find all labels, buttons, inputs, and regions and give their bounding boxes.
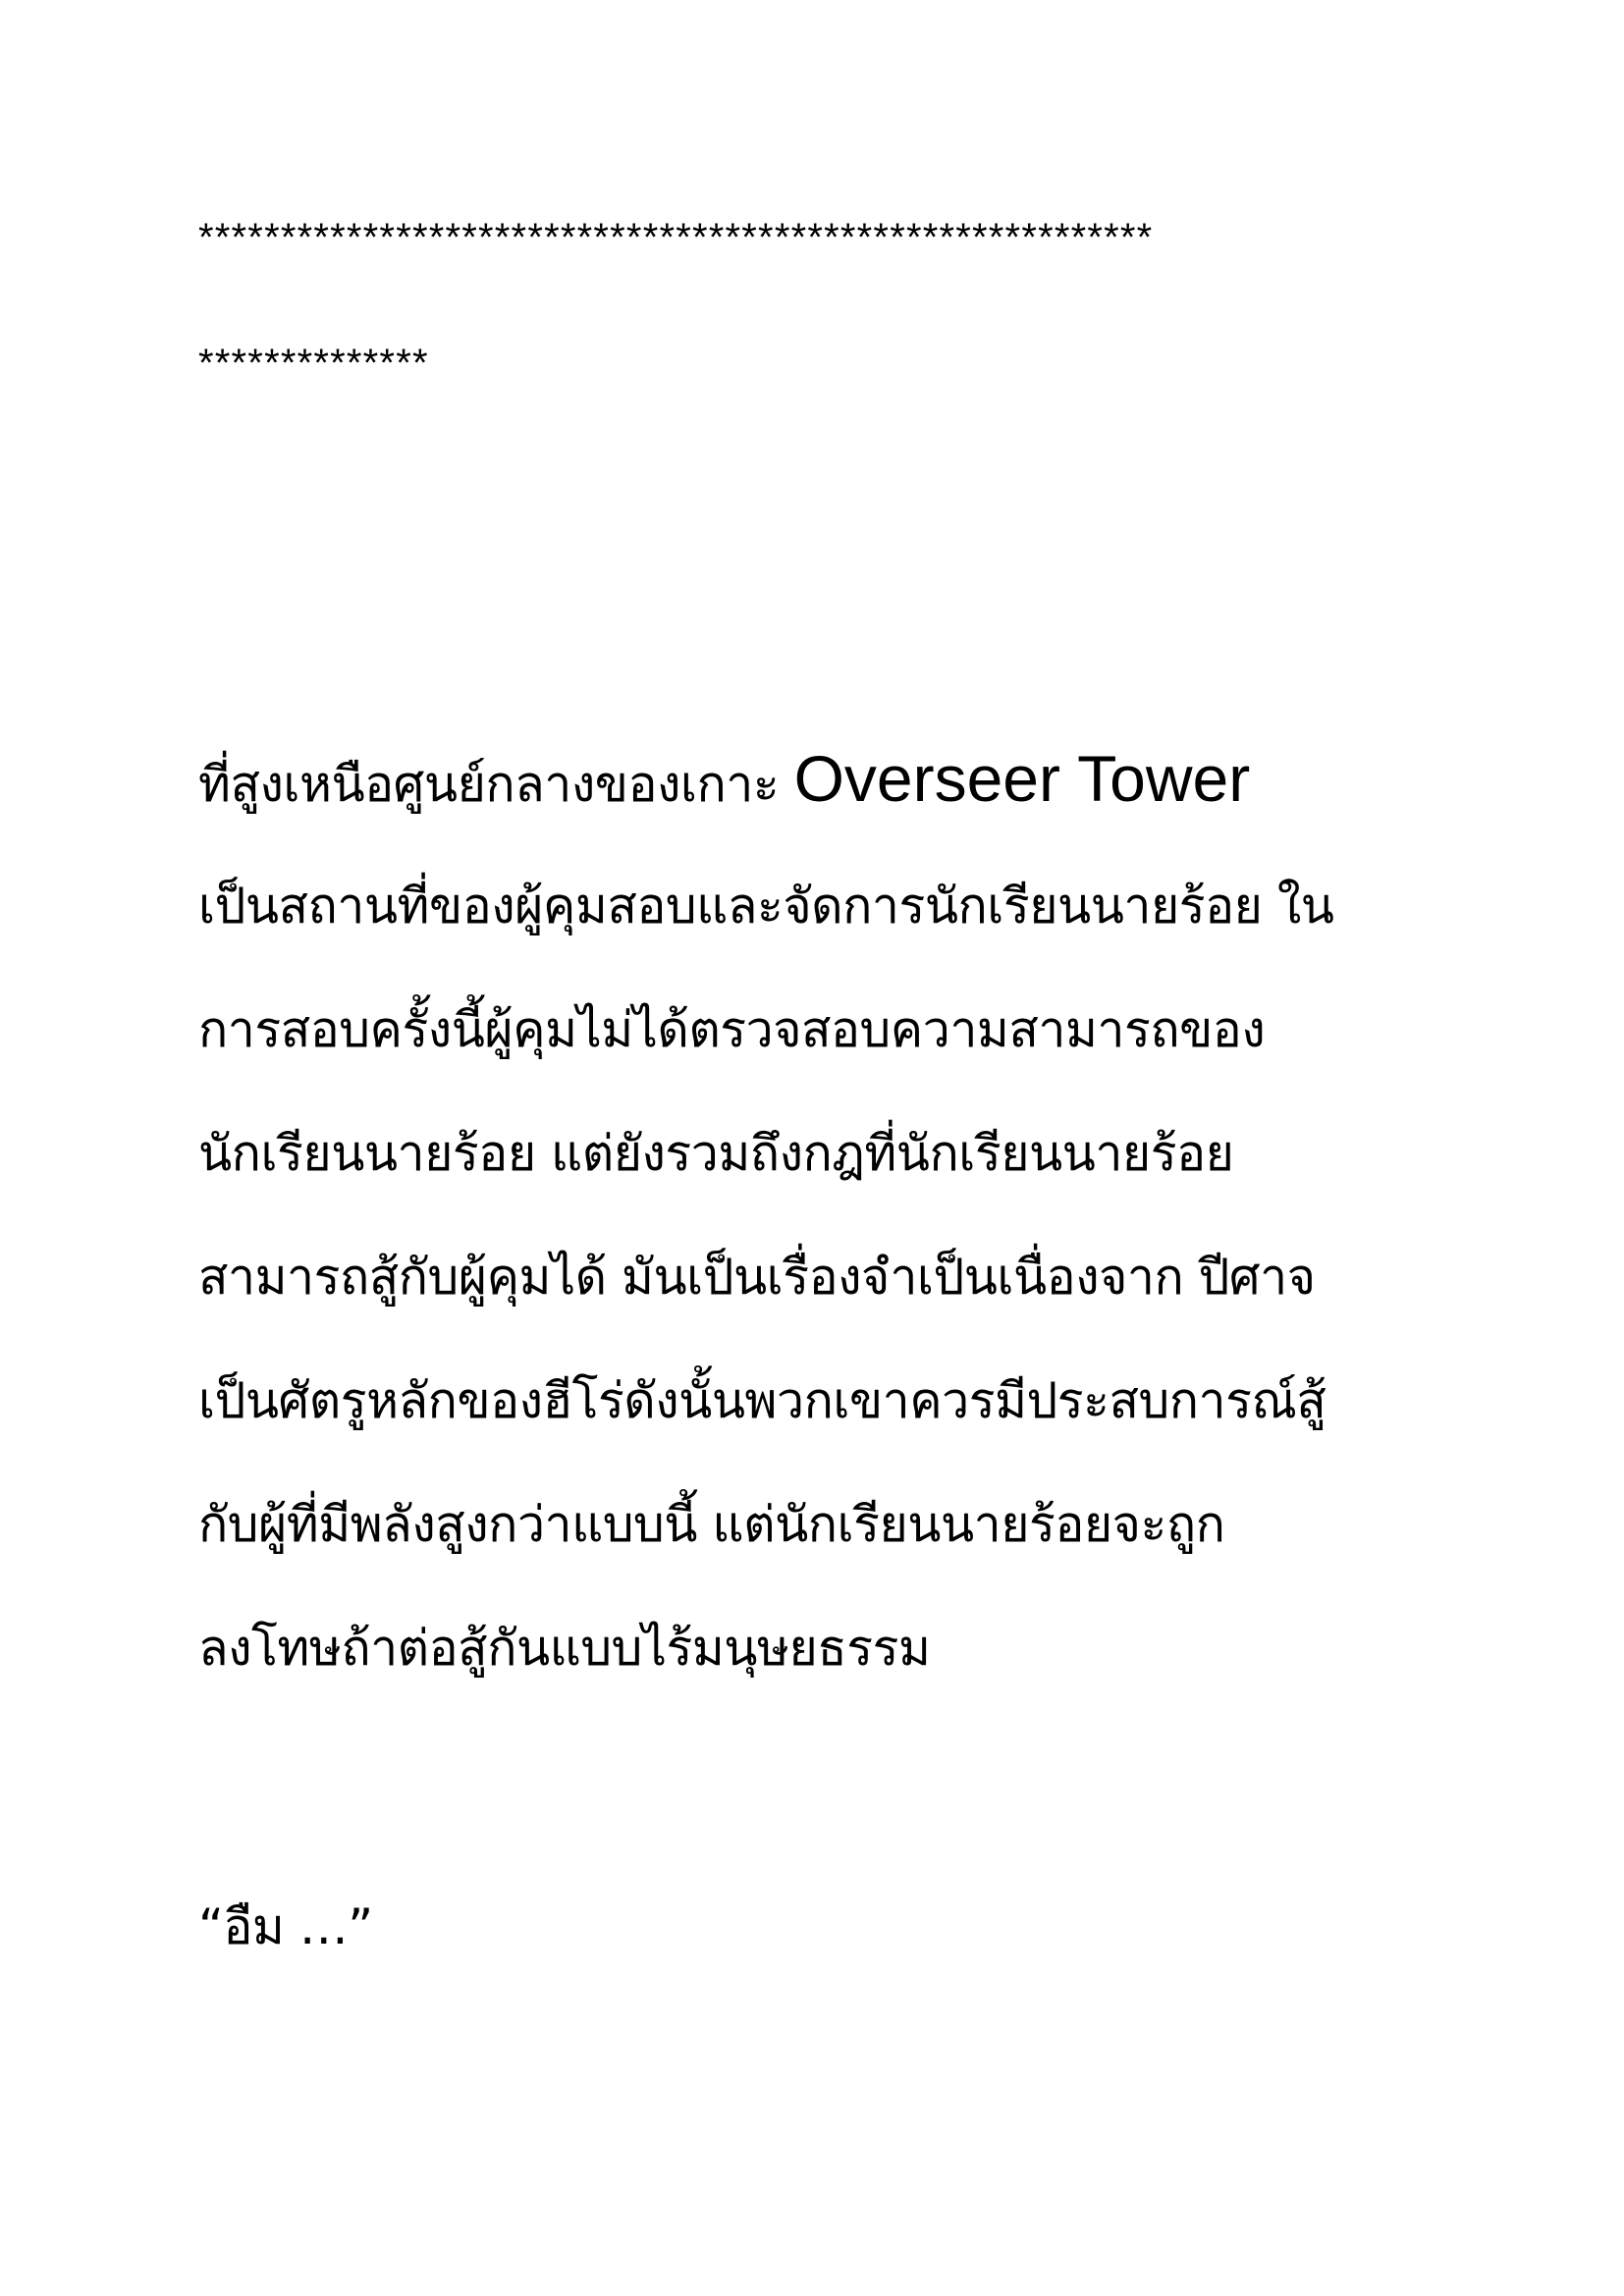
paragraph-line-6: เป็นศัตรูหลักของฮีโร่ดังนั้นพวกเขาควรมีประสบการณ์สู้ <box>198 1372 1326 1429</box>
paragraph-line-8: ลงโทษถ้าต่อสู้กันแบบไร้มนุษยธรรม <box>198 1620 931 1677</box>
paragraph-line-1 <box>198 742 1251 817</box>
paragraph-line-4: นักเรียนนายร้อย แต่ยังรวมถึงกฎที่นักเรียนนายร้อย <box>198 1125 1234 1182</box>
paragraph-line-5: สามารถสู้กับผู้คุมได้ มันเป็นเรื่องจำเป็นเนื่องจาก ปีศาจ <box>198 1249 1316 1306</box>
separator-line-2: ************** <box>198 342 429 385</box>
separator-line-1: ********************************************************** <box>198 216 1154 259</box>
paragraph-line-1-latin: Overseer Tower <box>793 742 1251 815</box>
dialogue-line-1: “อืม …” <box>198 1898 373 1955</box>
paragraph-line-2: เป็นสถานที่ของผู้คุมสอบและจัดการนักเรียนนายร้อย ใน <box>198 878 1334 934</box>
paragraph-line-3: การสอบครั้งนี้ผู้คุมไม่ได้ตรวจสอบความสามารถของ <box>198 1001 1266 1058</box>
paragraph-line-7: กับผู้ที่มีพลังสูงกว่าแบบนี้ แต่นักเรียนนายร้อยจะถูก <box>198 1496 1225 1553</box>
paragraph-line-1-thai: ที่สูงเหนือศูนย์กลางของเกาะ <box>198 756 794 813</box>
